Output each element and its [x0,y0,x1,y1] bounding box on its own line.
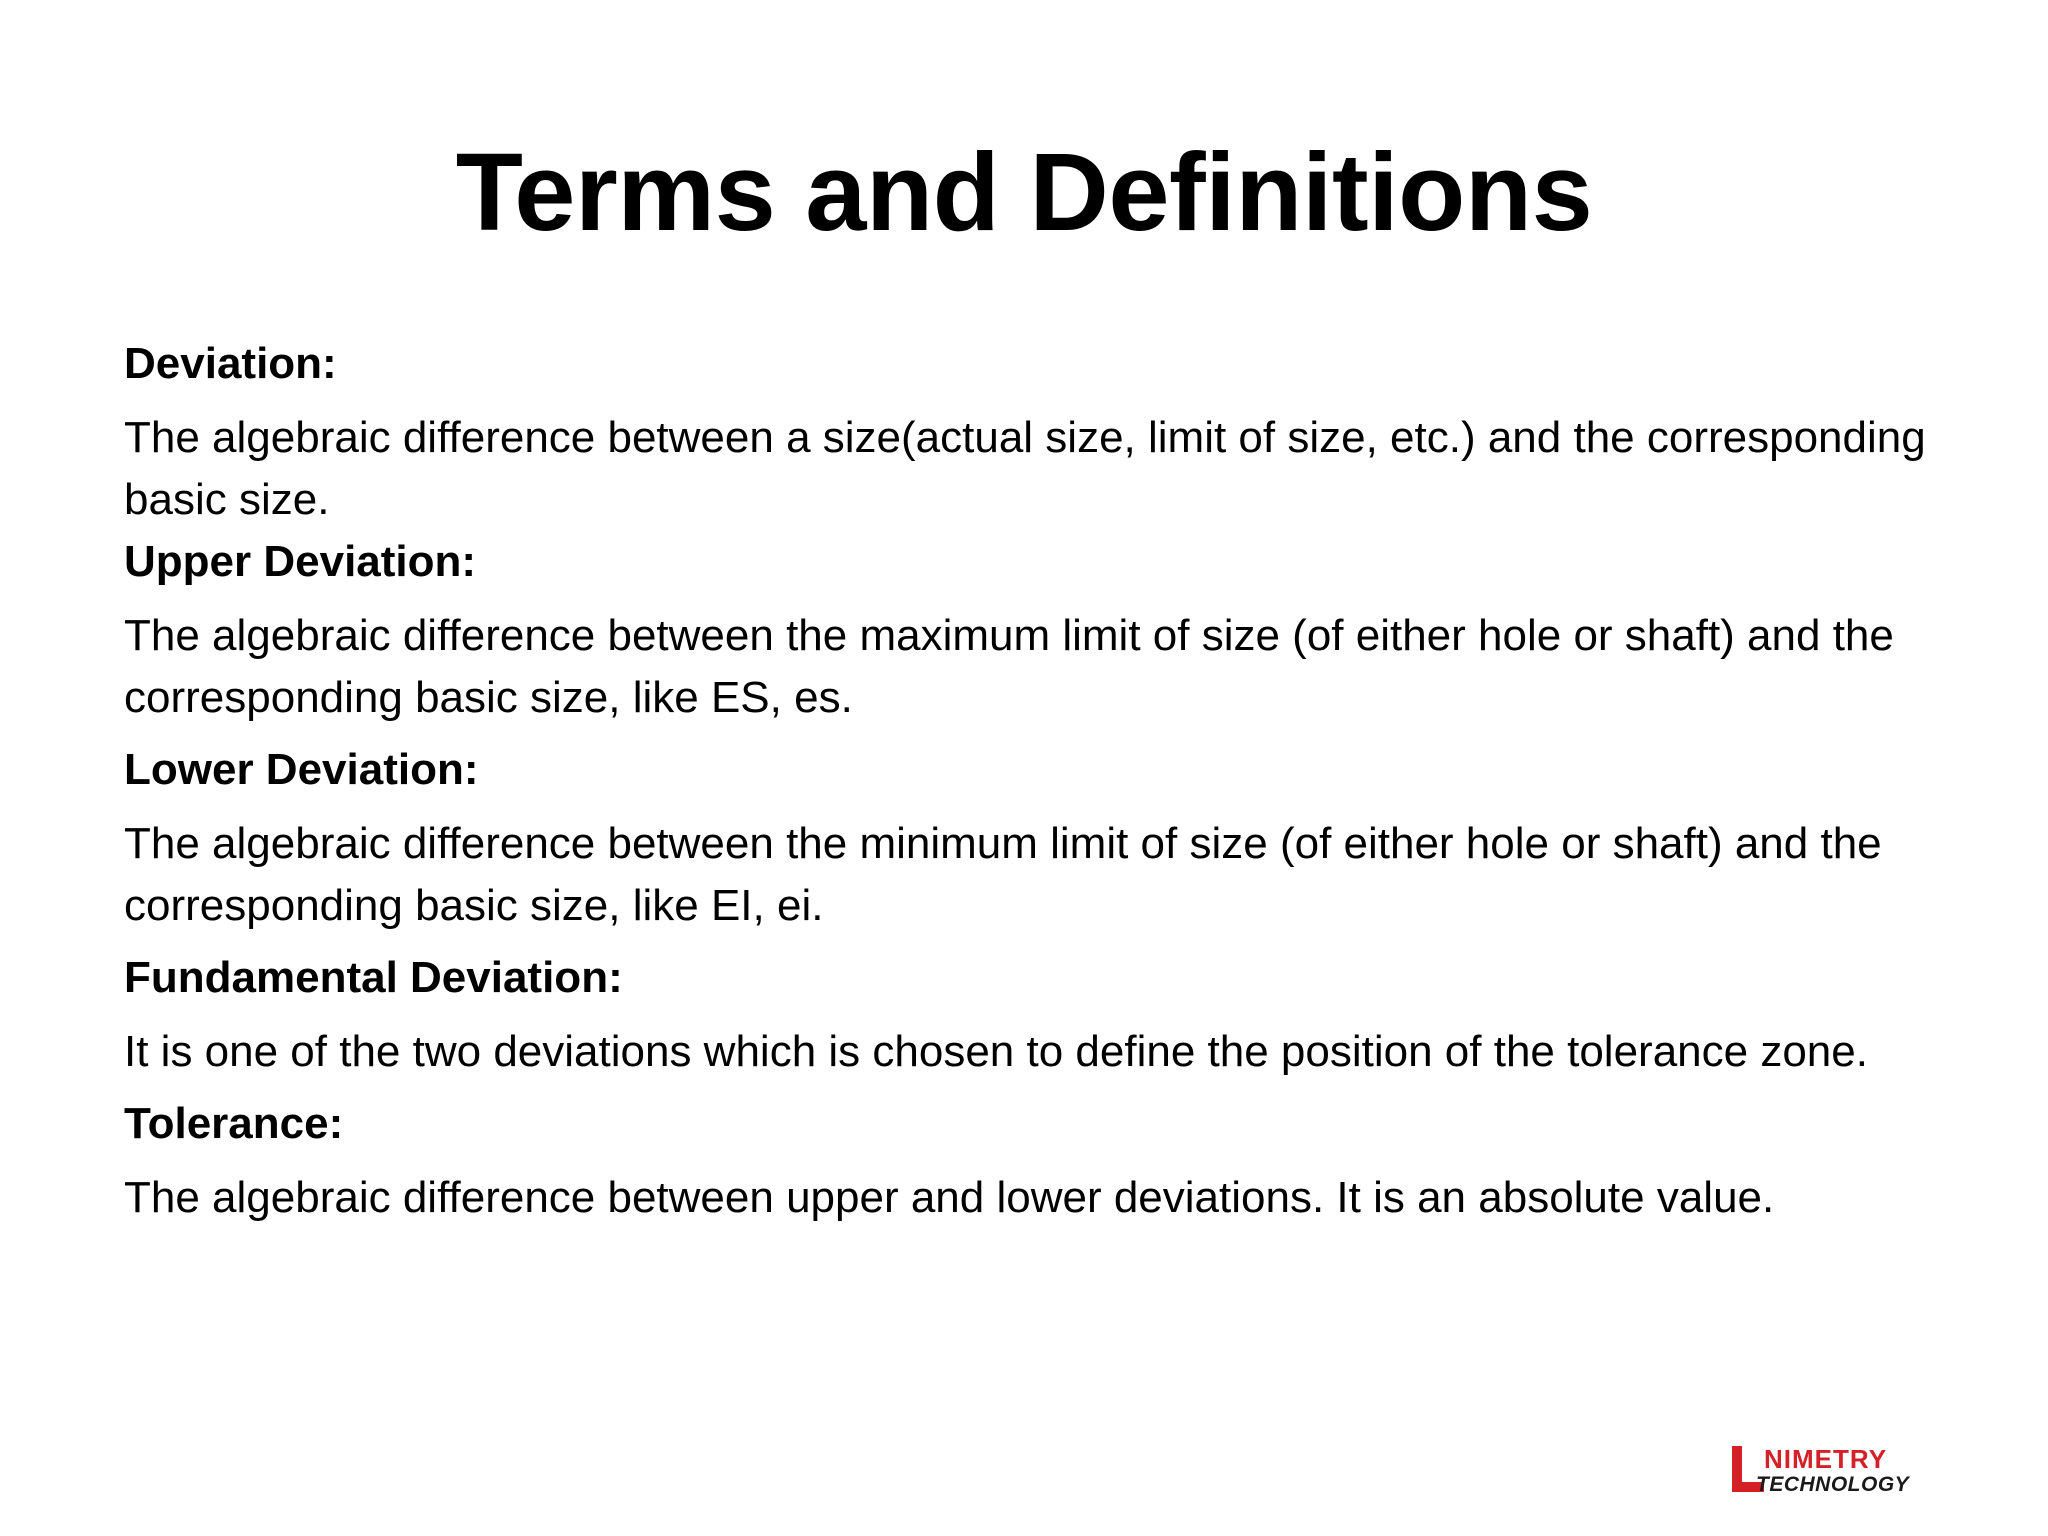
term-definition: The algebraic difference between a size(actual size, limit of size, etc.) and the corresponding basic size. [124,413,1926,524]
term-definition: The algebraic difference between upper and lower deviations. It is an absolute value. [124,1173,1775,1222]
slide-title: Terms and Definitions [455,131,1593,254]
logo-bottom-text: TECHNOLOGY [1756,1473,1910,1496]
logo-top-text: NIMETRY [1764,1444,1888,1474]
definition-entry-tolerance [124,1093,1984,1229]
definitions-list [124,333,1984,1239]
definition-entry-lower-deviation [124,739,1984,937]
definition-entry-fundamental-deviation [124,947,1984,1083]
definition-entry-upper-deviation [124,531,1984,729]
term-definition: The algebraic difference between the minimum limit of size (of either hole or shaft) and the corresponding basic size, like EI, ei. [124,819,1882,930]
term-heading: Tolerance: [124,1099,344,1148]
term-definition: It is one of the two deviations which is chosen to define the position of the tolerance zone. [124,1027,1868,1076]
term-heading: Deviation: [124,339,337,388]
term-heading: Lower Deviation: [124,745,479,794]
definition-entry-deviation [124,333,1984,531]
term-heading: Fundamental Deviation: [124,953,623,1002]
unimetry-logo-icon [1728,1444,1960,1496]
term-heading: Upper Deviation: [124,537,477,586]
term-definition: The algebraic difference between the maximum limit of size (of either hole or shaft) and the corresponding basic size, like ES, es. [124,611,1894,722]
unimetry-logo [1728,1444,1960,1496]
